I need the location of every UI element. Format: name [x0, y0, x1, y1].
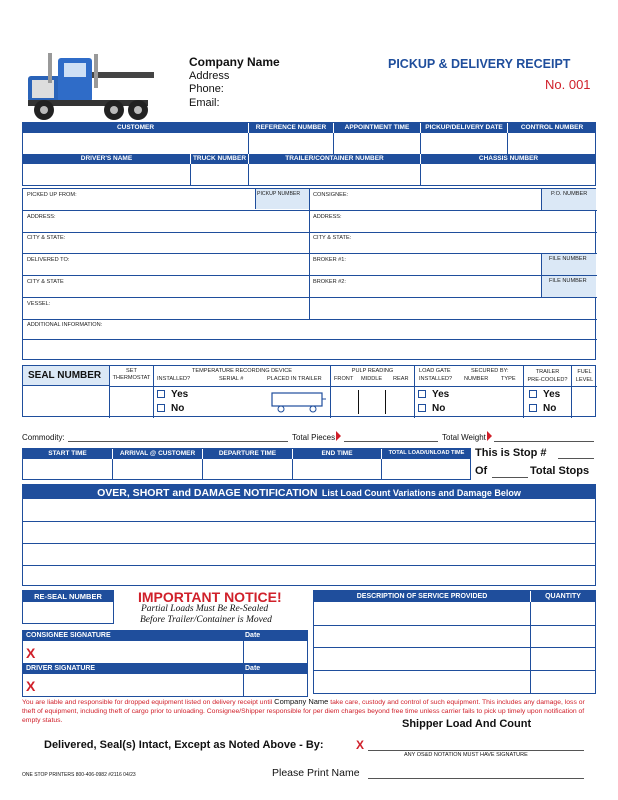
osd-title: OVER, SHORT and DAMAGE NOTIFICATION [97, 487, 318, 499]
consignee-signature-label: CONSIGNEE SIGNATURE [26, 632, 111, 639]
company-phone: Phone: [189, 83, 224, 95]
pre-cooled-label: PRE-COOLED? [527, 377, 568, 383]
seal-section [22, 365, 596, 417]
notice-line1: Partial Loads Must Be Re-Sealed [141, 604, 269, 614]
form-number: No. 001 [545, 77, 591, 92]
reference-header: REFERENCE NUMBER [249, 123, 333, 133]
vessel-label: VESSEL: [27, 301, 51, 307]
arrow-icon [336, 431, 341, 441]
pulp-front-label: FRONT [334, 376, 354, 382]
checkbox-icon[interactable] [529, 390, 537, 398]
consignee-date-label: Date [245, 632, 261, 639]
trailer-icon [271, 391, 327, 418]
checkbox-icon[interactable] [418, 390, 426, 398]
osd-table [22, 484, 596, 586]
trailer-header: TRAILER/CONTAINER NUMBER [249, 154, 420, 164]
control-header: CONTROL NUMBER [508, 123, 596, 133]
company-email: Email: [189, 96, 220, 109]
consignee-signature-box[interactable] [22, 630, 308, 664]
pulp-label: PULP READING [351, 368, 394, 374]
city-state-label-2: CITY & STATE [27, 279, 64, 285]
set-label: SET [126, 368, 137, 374]
load-gate-label: LOAD GATE [419, 368, 451, 374]
level-label: LEVEL [575, 377, 594, 383]
trailer-label: TRAILER [535, 369, 560, 375]
total-pieces-label: Total Pieces [292, 433, 336, 442]
company-address: Address [189, 69, 230, 82]
osd-signature-note: ANY OS&D NOTATION MUST HAVE SIGNATURE [404, 752, 528, 758]
liability-text: You are liable and responsible for dropped equipment listed on delivery receipt until Company Name take care, custody and control of such equipment. This includes any damage, loss or theft of equipment, including theft of cargo prior to unloading. Consignee/Shipper responsible for per diem charges beyond free time unless carrier fails to pick up timely upon notification of empty status. [22, 697, 585, 724]
city-state-label: CITY & STATE: [27, 235, 66, 241]
commodity-label: Commodity: [22, 433, 65, 442]
driver-header: DRIVER'S NAME [23, 154, 190, 164]
delivered-to-label: DELIVERED TO: [27, 257, 70, 263]
company-name: Company Name [189, 55, 280, 69]
secured-number-label: NUMBER [464, 376, 489, 382]
address-label: ADDRESS: [27, 214, 56, 220]
consignee-city-label: CITY & STATE: [313, 235, 352, 241]
truck-logo [18, 50, 158, 126]
load-gate-installed-label: INSTALLED? [419, 376, 453, 382]
checkbox-icon[interactable] [157, 390, 165, 398]
delivered-label: Delivered, Seal(s) Intact, Except as Noted Above - By: [44, 739, 324, 751]
arrow-icon [487, 431, 492, 441]
precooled-no-option[interactable]: No [529, 402, 560, 416]
secured-by-label: SECURED BY: [471, 368, 509, 374]
precooled-yes-option[interactable]: Yes [529, 388, 560, 402]
consignee-label: CONSIGNEE: [313, 192, 349, 198]
load-gate-yes-option[interactable]: Yes [418, 388, 449, 402]
time-table [22, 448, 471, 480]
driver-signature-box[interactable] [22, 663, 308, 697]
notice-line2: Before Trailer/Container is Moved [140, 615, 272, 625]
pulp-rear-label: REAR [393, 376, 409, 382]
delivered-x-mark: X [356, 738, 365, 752]
file-number-label-1: FILE NUMBER [549, 256, 587, 262]
seal-number-label: SEAL NUMBER [28, 370, 102, 381]
temp-no-option[interactable]: No [157, 402, 188, 416]
header-grid [22, 122, 596, 186]
departure-header: DEPARTURE TIME [203, 449, 292, 459]
temp-yes-option[interactable]: Yes [157, 388, 188, 402]
service-table [313, 590, 596, 694]
total-weight-label: Total Weight [442, 433, 486, 442]
thermostat-label: THERMOSTAT [112, 375, 151, 381]
load-gate-no-option[interactable]: No [418, 402, 449, 416]
checkbox-icon[interactable] [157, 404, 165, 412]
driver-date-label: Date [245, 665, 261, 672]
secured-type-label: TYPE [501, 376, 516, 382]
placed-label: PLACED IN TRAILER [267, 376, 322, 382]
shipper-load-label: Shipper Load And Count [402, 718, 532, 730]
stop-number-label: This is Stop # [475, 447, 547, 459]
notice-title: IMPORTANT NOTICE! [138, 589, 282, 605]
reseal-box [22, 590, 114, 624]
form-title: PICKUP & DELIVERY RECEIPT [388, 57, 571, 71]
installed-label: INSTALLED? [157, 376, 191, 382]
po-number-label: P.O. NUMBER [551, 191, 588, 197]
printer-info: ONE STOP PRINTERS 800-406-0982 #2116 04/23 [22, 772, 136, 778]
end-time-header: END TIME [293, 449, 381, 459]
consignee-address-label: ADDRESS: [313, 214, 342, 220]
description-header: DESCRIPTION OF SERVICE PROVIDED [314, 591, 530, 602]
checkbox-icon[interactable] [418, 404, 426, 412]
driver-x-mark: X [26, 678, 36, 694]
total-stops-label: Total Stops [530, 465, 590, 477]
pickup-number-label: PICKUP NUMBER [257, 191, 301, 197]
reseal-label: RE-SEAL NUMBER [23, 591, 113, 602]
chassis-header: CHASSIS NUMBER [421, 154, 596, 164]
customer-header: CUSTOMER [23, 123, 248, 133]
start-time-header: START TIME [23, 449, 112, 459]
print-name-label: Please Print Name [272, 767, 360, 779]
total-load-header: TOTAL LOAD/UNLOAD TIME [382, 449, 471, 459]
broker1-label: BROKER #1: [313, 257, 346, 263]
serial-label: SERIAL # [219, 376, 244, 382]
truck-header: TRUCK NUMBER [192, 155, 247, 162]
address-block [22, 188, 596, 360]
file-number-label-2: FILE NUMBER [549, 278, 587, 284]
checkbox-icon[interactable] [529, 404, 537, 412]
broker2-label: BROKER #2: [313, 279, 346, 285]
picked-up-from-label: PICKED UP FROM: [27, 192, 77, 198]
driver-signature-label: DRIVER SIGNATURE [26, 665, 96, 672]
appointment-header: APPOINTMENT TIME [334, 123, 420, 133]
consignee-x-mark: X [26, 645, 36, 661]
stop-of-label: Of [475, 465, 488, 477]
osd-subtitle: List Load Count Variations and Damage Below [321, 488, 521, 498]
pulp-middle-label: MIDDLE [361, 376, 383, 382]
quantity-header: QUANTITY [531, 591, 595, 602]
pickup-date-header: PICKUP/DELIVERY DATE [421, 123, 507, 133]
arrival-header: ARRIVAL @ CUSTOMER [113, 449, 202, 459]
additional-info-label: ADDITIONAL INFORMATION: [27, 322, 103, 328]
fuel-label: FUEL [577, 369, 592, 375]
temp-device-label: TEMPERATURE RECORDING DEVICE [192, 368, 292, 374]
